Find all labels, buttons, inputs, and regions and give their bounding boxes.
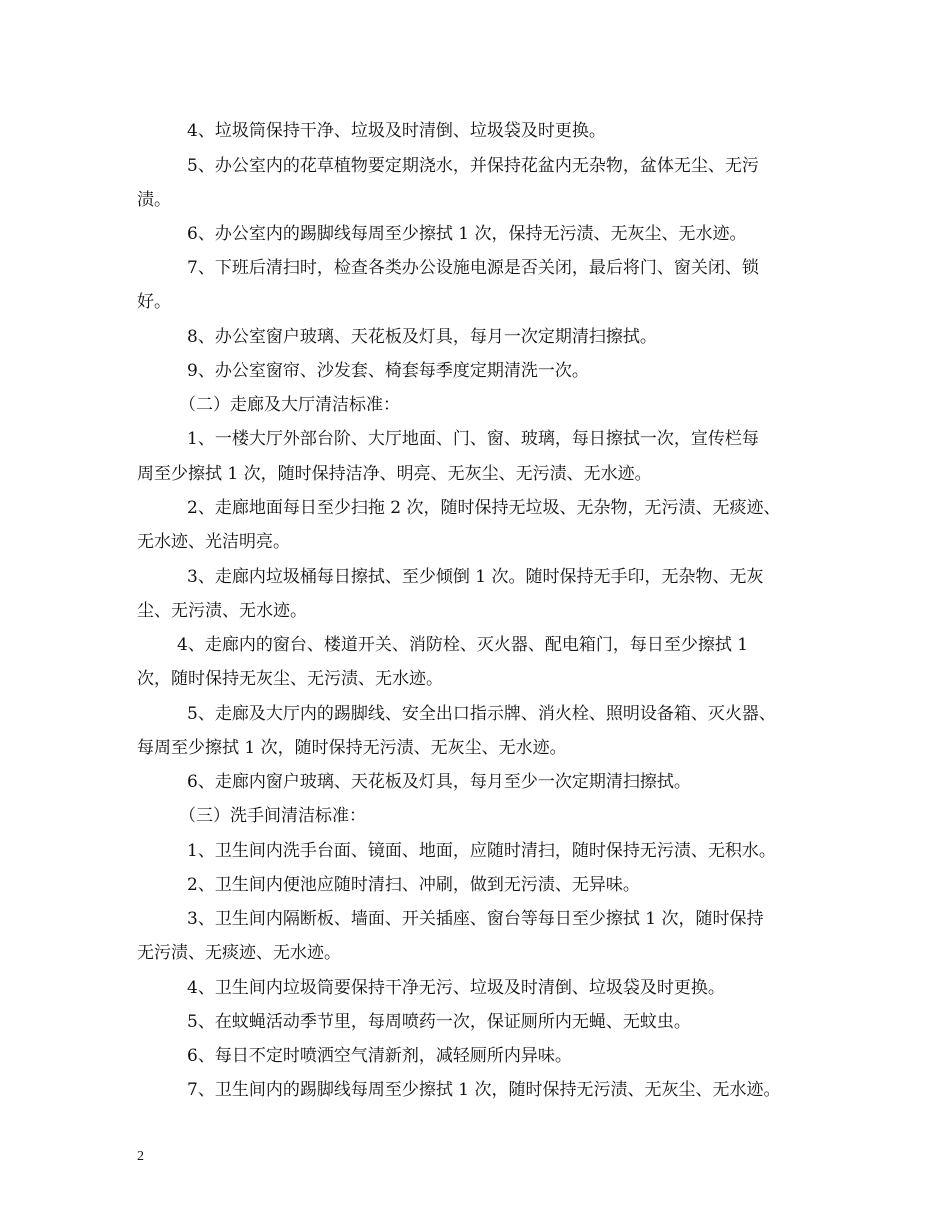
line-27: 5、在蚊蝇活动季节里，每周喷药一次，保证厕所内无蝇、无蚊虫。 xyxy=(187,1012,691,1032)
line-24: 3、卫生间内隔断板、墙面、开关插座、窗台等每日至少擦拭 1 次，随时保持 xyxy=(187,909,764,929)
line-13: 无水迹、光洁明亮。 xyxy=(137,532,290,552)
line-11: 周至少擦拭 1 次，随时保持洁净、明亮、无灰尘、无污渍、无水迹。 xyxy=(137,464,652,484)
line-10: 1、一楼大厅外部台阶、大厅地面、门、窗、玻璃，每日擦拭一次，宣传栏每 xyxy=(187,429,759,449)
line-8: 9、办公室窗帘、沙发套、椅套每季度定期清洗一次。 xyxy=(187,361,589,381)
line-19: 每周至少擦拭 1 次，随时保持无污渍、无灰尘、无水迹。 xyxy=(137,738,567,758)
line-14: 3、走廊内垃圾桶每日擦拭、至少倾倒 1 次。随时保持无手印，无杂物、无灰 xyxy=(187,567,764,587)
line-6: 好。 xyxy=(137,292,171,312)
section-heading-restroom: （三）洗手间清洁标准： xyxy=(179,806,366,826)
line-7: 8、办公室窗户玻璃、天花板及灯具，每月一次定期清扫擦拭。 xyxy=(187,327,657,347)
line-17: 次，随时保持无灰尘、无污渍、无水迹。 xyxy=(137,669,443,689)
line-1: 4、垃圾筒保持干净、垃圾及时清倒、垃圾袋及时更换。 xyxy=(187,121,606,141)
line-26: 4、卫生间内垃圾筒要保持干净无污、垃圾及时清倒、垃圾袋及时更换。 xyxy=(187,978,725,998)
line-18: 5、走廊及大厅内的踢脚线、安全出口指示牌、消火栓、照明设备箱、灭火器、 xyxy=(187,704,776,724)
line-20: 6、走廊内窗户玻璃、天花板及灯具，每月至少一次定期清扫擦拭。 xyxy=(187,772,691,792)
line-16: 4、走廊内的窗台、楼道开关、消防栓、灭火器、配电箱门，每日至少擦拭 1 xyxy=(177,635,749,655)
line-5: 7、下班后清扫时，检查各类办公设施电源是否关闭，最后将门、窗关闭、锁 xyxy=(187,258,759,278)
line-28: 6、每日不定时喷洒空气清新剂，减轻厕所内异味。 xyxy=(187,1046,572,1066)
line-25: 无污渍、无痰迹、无水迹。 xyxy=(137,943,341,963)
line-15: 尘、无污渍、无水迹。 xyxy=(137,601,307,621)
line-29: 7、卫生间内的踢脚线每周至少擦拭 1 次，随时保持无污渍、无灰尘、无水迹。 xyxy=(187,1080,781,1100)
line-4: 6、办公室内的踢脚线每周至少擦拭 1 次，保持无污渍、无灰尘、无水迹。 xyxy=(187,224,747,244)
section-heading-corridor: （二）走廊及大厅清洁标准： xyxy=(179,395,400,415)
line-12: 2、走廊地面每日至少扫拖 2 次，随时保持无垃圾、无杂物，无污渍、无痰迹、 xyxy=(187,498,781,518)
line-3: 渍。 xyxy=(137,190,171,210)
line-22: 1、卫生间内洗手台面、镜面、地面，应随时清扫，随时保持无污渍、无积水。 xyxy=(187,841,776,861)
line-23: 2、卫生间内便池应随时清扫、冲刷，做到无污渍、无异味。 xyxy=(187,875,640,895)
page-number: 2 xyxy=(137,1149,144,1164)
line-2: 5、办公室内的花草植物要定期浇水，并保持花盆内无杂物，盆体无尘、无污 xyxy=(187,156,759,176)
